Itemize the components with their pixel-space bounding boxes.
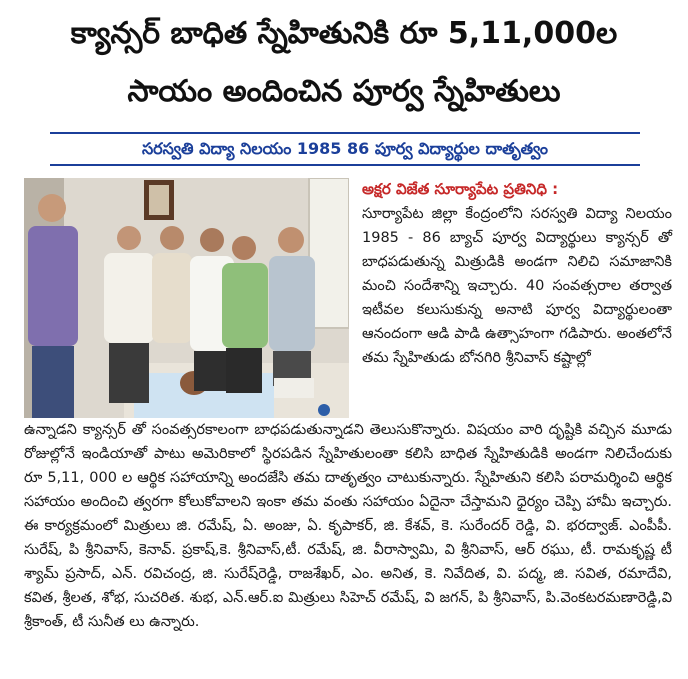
article-column-text: సూర్యాపేట జిల్లా కేంద్రంలోని సరస్వతి విద్యా నిలయం 1985 - 86 బ్యాచ్ పూర్వ విద్యార్థులు క్యాన్సర్ తో బాధపడుతున్న మిత్రుడికి అండగా నిలిచి సమాజానికి మంచి సందేశాన్ని ఇచ్చారు. 40 సంవత్సరాల తర్వాత ఇటీవల కలుసుకున్న అనాటి పూర్వ విద్యార్థులంతా ఆనందంగా ఆడి పాడి ఉత్సాహంగా గడిపారు. అంతలోనే తమ స్నేహితుడు బోనగిరి శ్రీనివాస్ కష్టాల్లో	[362, 206, 672, 366]
headline-line-1: క్యాన్సర్ బాధిత స్నేహితునికి రూ 5,11,000ల	[70, 16, 618, 51]
headline-line-2: సాయం అందించిన పూర్వ స్నేహితులు	[127, 74, 561, 109]
article-full-text: ఉన్నాడని క్యాన్సర్ తో సంవత్సరకాలంగా బాధపడుతున్నాడని తెలుసుకొన్నారు. విషయం వారి దృష్టికి వచ్చిన మూడు రోజుల్లోనే ఇండియాతో పాటు అమెరికాలో స్థిరపడిన స్నేహితులంతా కలిసి బాధిత స్నేహితుడికి అండగా నిలిచేందుకు రూ 5,11, 000 ల ఆర్థిక సహాయాన్ని అందజేసి తమ దాతృత్వం చాటుకున్నారు. స్నేహితుని కలిసి పరామర్శించి ఆర్థిక సహాయం అందించి త్వరగా కోలుకోవాలని ఇంకా తమ వంతు సహాయం ఏదైనా చేస్తామని ధైర్యం చెప్పి హామీ ఇచ్చారు. ఈ కార్యక్రమంలో మిత్రులు జి. రమేష్, ఏ. అంజు, ఏ. కృపాకర్, జి. కేశవ్, కె. సురేందర్ రెడ్డి, వి. భరద్వాజ్. ఎంపీపీ. సురేష్, పి శ్రీనివాస్, కెనావ్. ప్రకాష్,కె. శ్రీనివాస్,టీ. రమేష్, జి. వీరాస్వామి, వి శ్రీనివాస్, ఆర్ రఘు, టీ. రామకృష్ణ టీ శ్యామ్ ప్రసాద్, ఎన్. రవిచంద్ర, జి. సురేష్‌రెడ్డి, రాజశేఖర్, ఎం. అనిత, కె. నివేదిత, వి. పద్మ, జి. సవిత, రమాదేవి, కవిత, శ్రీలత, శోభ, సుచరిత. శుభ, ఎన్.ఆర్.ఐ మిత్రులు సిహెచ్ రమేష్, వి జగన్, పి శ్రీనివాస్, పి.వెంకటరమణారెడ్డి,వి శ్రీకాంత్, టీ సునీత లు ఉన్నారు.	[24, 422, 672, 630]
group-photo-image	[24, 178, 349, 418]
dateline: అక్షర విజేత సూర్యాపేట ప్రతినిధి :	[362, 180, 559, 198]
subheadline: సరస్వతి విద్యా నిలయం 1985 86 పూర్వ విద్యార్థుల దాతృత్వం	[50, 132, 640, 166]
